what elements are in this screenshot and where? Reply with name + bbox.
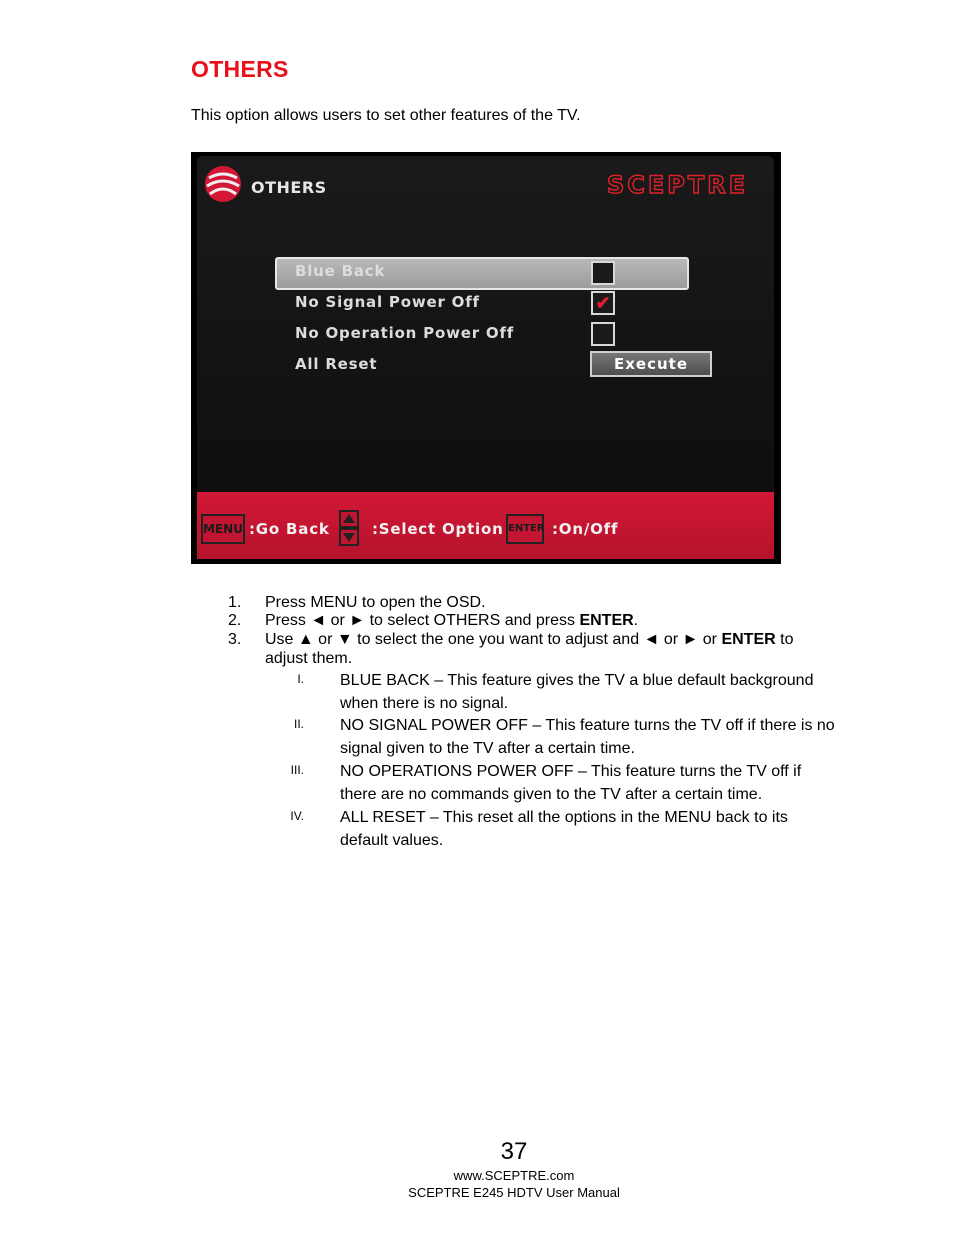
osd-title: OTHERS bbox=[251, 178, 327, 197]
menu-item-blue-back[interactable]: Blue Back bbox=[295, 262, 386, 280]
step-text bbox=[265, 611, 825, 630]
step-text: Press MENU to open the OSD. bbox=[265, 594, 486, 611]
step-text-part: Press ◄ or ► to select OTHERS and press bbox=[265, 612, 580, 629]
step-text-bold: ENTER bbox=[721, 631, 776, 648]
osd-screenshot bbox=[191, 152, 781, 564]
footer-manual-title: SCEPTRE E245 HDTV User Manual bbox=[408, 1185, 620, 1200]
step-number: 3. bbox=[228, 631, 242, 648]
subitem-number: IV. bbox=[290, 809, 304, 823]
menu-key-icon: MENU bbox=[201, 514, 245, 544]
select-option-label: :Select Option bbox=[372, 520, 504, 538]
up-down-key-icon bbox=[339, 510, 359, 546]
menu-item-no-operation-power-off[interactable]: No Operation Power Off bbox=[295, 324, 515, 342]
step-text-part: to adjust them. bbox=[265, 631, 794, 667]
intro-text: This option allows users to set other features of the TV. bbox=[191, 107, 581, 124]
step-text-part: . bbox=[633, 612, 639, 629]
blue-back-checkbox[interactable] bbox=[591, 261, 615, 285]
no-signal-power-off-checkbox[interactable]: ✔ bbox=[591, 291, 615, 315]
menu-item-no-signal-power-off[interactable]: No Signal Power Off bbox=[295, 293, 480, 311]
subitem-text: ALL RESET – This reset all the options in the MENU back to its default values. bbox=[340, 809, 788, 849]
go-back-label: :Go Back bbox=[249, 520, 330, 538]
step-text-part: Use ▲ or ▼ to select the one you want to adjust and ◄ or ► or bbox=[265, 631, 722, 648]
step-text-bold: ENTER bbox=[579, 612, 634, 629]
page-number: 37 bbox=[500, 1138, 528, 1165]
subitem-number: III. bbox=[290, 763, 304, 777]
sceptre-swirl-logo-icon bbox=[203, 164, 243, 204]
enter-key-icon: ENTER bbox=[506, 514, 544, 544]
osd-panel bbox=[197, 156, 774, 559]
subitem-text: BLUE BACK – This feature gives the TV a blue default background when there is no signal. bbox=[340, 672, 814, 712]
subitem-number: I. bbox=[297, 672, 304, 686]
osd-footer-bar bbox=[197, 492, 774, 559]
no-operation-power-off-checkbox[interactable] bbox=[591, 322, 615, 346]
subitem-text: NO SIGNAL POWER OFF – This feature turns the TV off if there is no signal given to the TV after a certain time. bbox=[340, 717, 835, 757]
step-text bbox=[265, 630, 825, 668]
subitem-number: II. bbox=[293, 717, 304, 731]
on-off-label: :On/Off bbox=[552, 520, 619, 538]
page-heading: OTHERS bbox=[191, 56, 289, 82]
step-number: 1. bbox=[228, 594, 242, 611]
step-number: 2. bbox=[228, 612, 242, 629]
subitem-text: NO OPERATIONS POWER OFF – This feature turns the TV off if there are no commands given to the TV after a certain time. bbox=[340, 763, 802, 803]
menu-item-all-reset[interactable]: All Reset bbox=[295, 355, 378, 373]
osd-brand: SCEPTRE bbox=[607, 171, 749, 199]
footer-website: www.SCEPTRE.com bbox=[453, 1168, 575, 1183]
execute-button[interactable]: Execute bbox=[590, 351, 712, 377]
